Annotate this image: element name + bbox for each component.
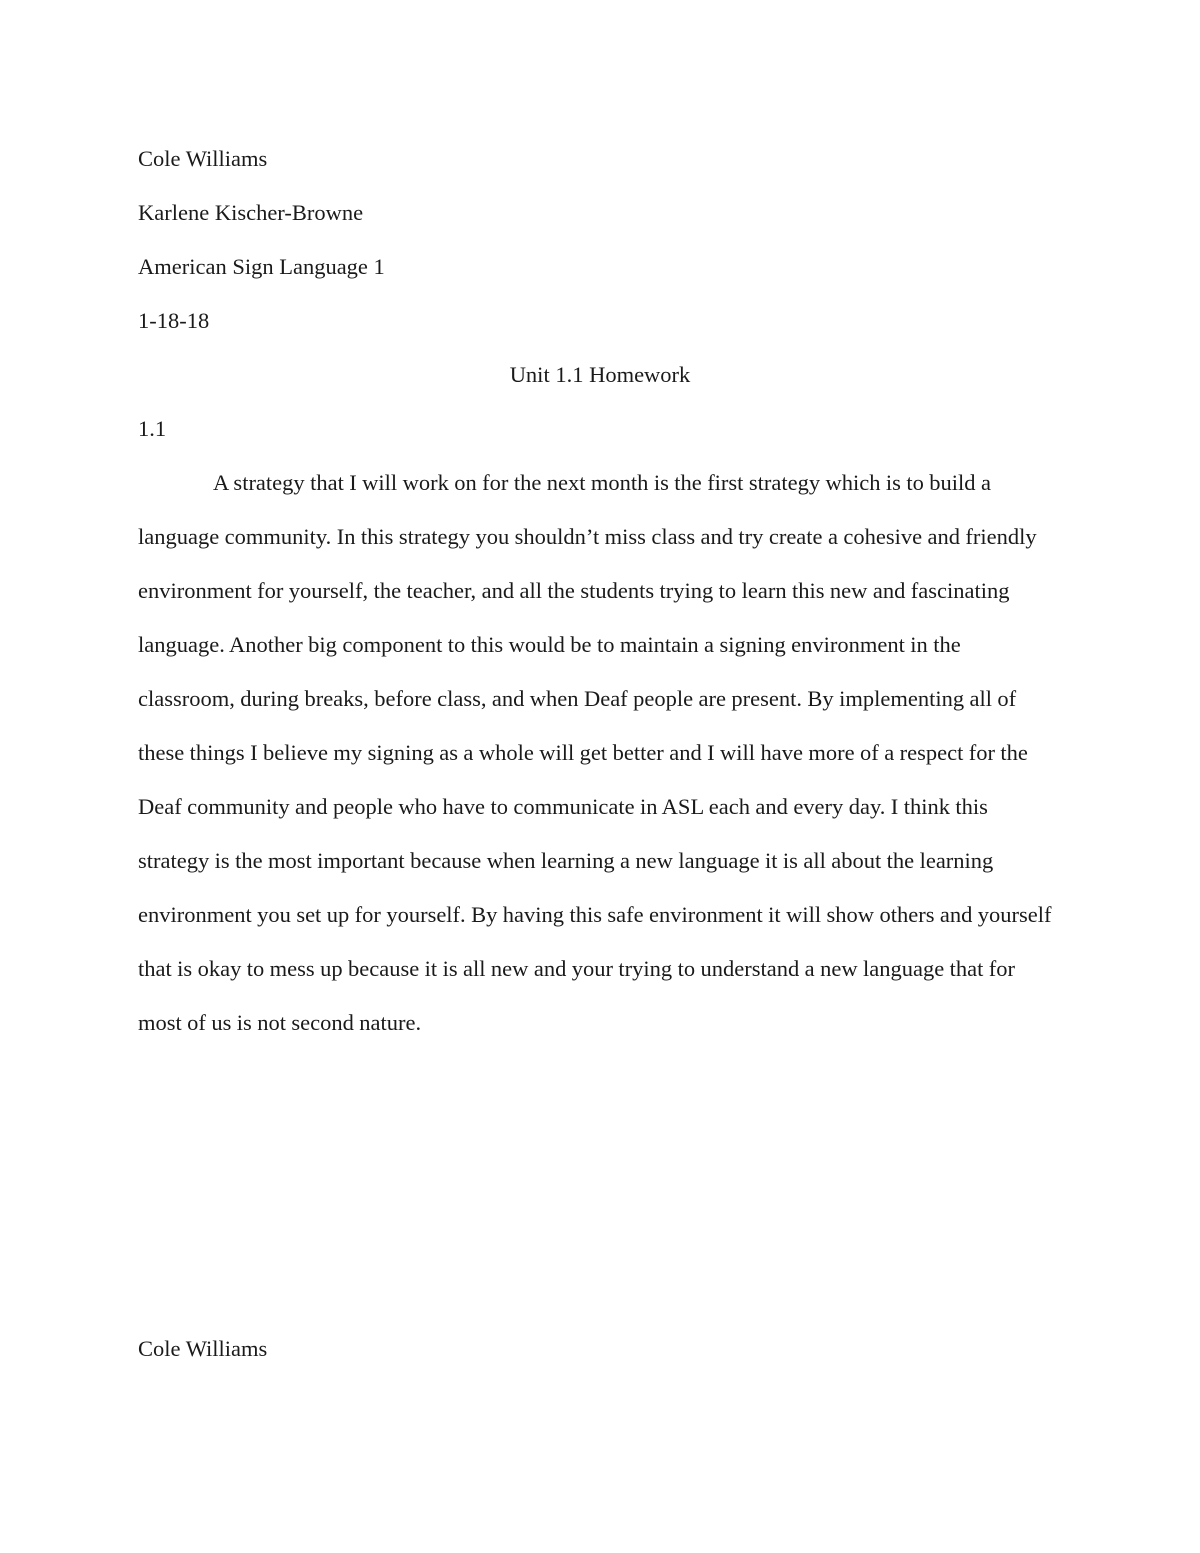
date-line: 1-18-18 (138, 308, 210, 333)
closing-signature-name: Cole Williams (138, 1336, 268, 1361)
course-name-line: American Sign Language 1 (138, 254, 385, 279)
closing-block (138, 1322, 1062, 1376)
document-body (138, 132, 1062, 1050)
instructor-name-line: Karlene Kischer-Browne (138, 200, 364, 225)
body-paragraph: A strategy that I will work on for the next month is the first strategy which is to build a language community. In this strategy you shouldn’t miss class and try create a cohesive and friendly environment for yourself, the teacher, and all the students trying to learn this new and fascinating language. Another big component to this would be to maintain a signing environment in the classroom, during breaks, before class, and when Deaf people are present. By implementing all of these things I believe my signing as a whole will get better and I will have more of a respect for the Deaf community and people who have to communicate in ASL each and every day. I think this strategy is the most important because when learning a new language it is all about the learning environment you set up for yourself. By having this safe environment it will show others and yourself that is okay to mess up because it is all new and your trying to understand a new language that for most of us is not second nature. (138, 470, 1052, 1035)
section-number: 1.1 (138, 416, 167, 441)
student-name-line: Cole Williams (138, 146, 268, 171)
document-title: Unit 1.1 Homework (509, 362, 691, 387)
